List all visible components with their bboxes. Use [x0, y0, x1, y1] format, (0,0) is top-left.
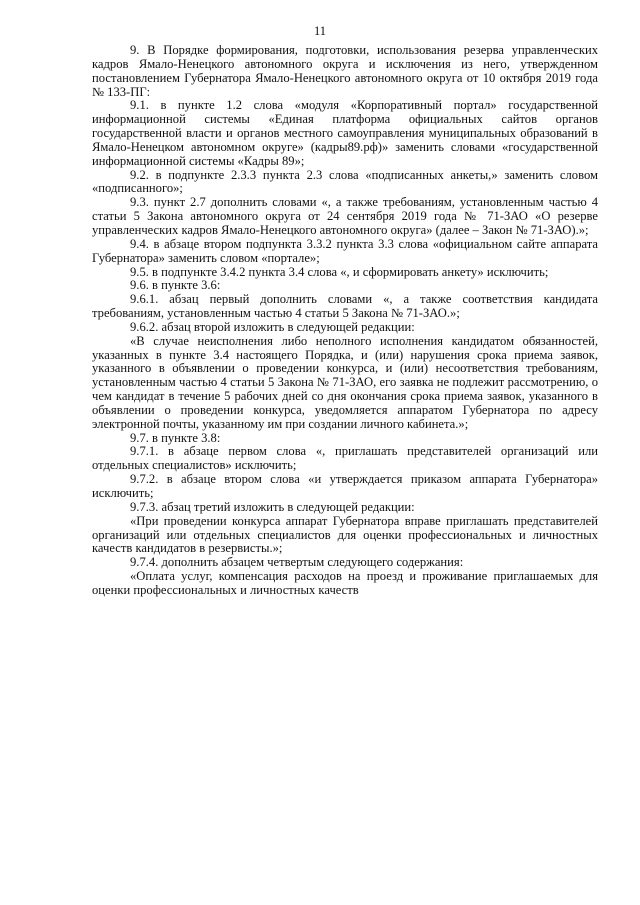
paragraph-9-6-2: 9.6.2. абзац второй изложить в следующей редакции:	[130, 319, 415, 334]
paragraph-quote-3: «Оплата услуг, компенсация расходов на проезд и проживание приглашаемых для оценки профессиональных и личностных качеств	[92, 569, 598, 597]
paragraph-9-6: 9.6. в пункте 3.6:	[130, 278, 221, 293]
paragraph-9-3: 9.3. пункт 2.7 дополнить словами «, а также требованиям, установленным частью 4 статьи 5 Закона автономного округа от 24 сентября 2019 года № 71-ЗАО «О резерве управленческих кадров Ямало-Ненецкого автономного округа» (далее – Закон № 71-ЗАО).»;	[92, 195, 598, 237]
paragraph-9-1: 9.1. в пункте 1.2 слова «модуля «Корпоративный портал» государственной информационной системы «Единая платформа официальных сайтов органов государственной власти и органов местного самоуправления муниципальных образований в Ямало-Ненецком автономном округе» (кадры89.рф)» заменить словами «государственной информационной системы «Кадры 89»;	[92, 98, 598, 168]
page-number: 11	[313, 24, 327, 38]
paragraph-quote-2: «При проведении конкурса аппарат Губернатора вправе приглашать представителей организаций или отдельных специалистов для оценки профессиональных и личностных качеств кандидатов в резервисты.»;	[92, 513, 598, 556]
paragraph-9-5: 9.5. в подпункте 3.4.2 пункта 3.4 слова «, и сформировать анкету» исключить;	[130, 264, 549, 279]
paragraph-9-7: 9.7. в пункте 3.8:	[130, 430, 221, 445]
paragraph-9-7-3: 9.7.3. абзац третий изложить в следующей редакции:	[130, 499, 415, 514]
paragraph-9: 9. В Порядке формирования, подготовки, использования резерва управленческих кадров Ямало-Ненецкого автономного округа и исключения из него, утвержденном постановлением Губернатора Ямало-Ненецкого автономного округа от 10 октября 2019 года № 133-ПГ:	[92, 43, 598, 99]
paragraph-9-7-2: 9.7.2. в абзаце втором слова «и утверждается приказом аппарата Губернатора» исключить;	[92, 472, 598, 500]
paragraph-9-7-4: 9.7.4. дополнить абзацем четвертым следующего содержания:	[130, 555, 464, 570]
paragraph-9-4: 9.4. в абзаце втором подпункта 3.3.2 пункта 3.3 слова «официальном сайте аппарата Губернатора» заменить словом «портале»;	[92, 236, 598, 265]
paragraph-quote-1: «В случае неисполнения либо неполного исполнения кандидатом обязанностей, указанных в пункте 3.4 настоящего Порядка, и (или) нарушения срока приема заявок, указанного в объявлении о проведении конкурса, и (или) несоответствия требованиям, установленным частью 4 статьи 5 Закона № 71-ЗАО, его заявка не подлежит рассмотрению, о чем кандидат в течение 5 рабочих дней со дня окончания срока приема заявок, указанного в объявлении о проведении конкурса, уведомляется аппаратом Губернатора по адресу электронной почты, указанному им при создании личного кабинета.»;	[92, 333, 598, 431]
paragraph-9-6-1: 9.6.1. абзац первый дополнить словами «, а также соответствия кандидата требованиям, установленным частью 4 статьи 5 Закона № 71-ЗАО.»;	[92, 292, 598, 321]
paragraph-9-7-1: 9.7.1. в абзаце первом слова «, приглашать представителей организаций или отдельных специалистов» исключить;	[92, 444, 598, 473]
document-body	[92, 44, 598, 598]
paragraph-9-2: 9.2. в подпункте 2.3.3 пункта 2.3 слова «подписанных анкеты,» заменить словом «подписанного»;	[92, 167, 598, 196]
